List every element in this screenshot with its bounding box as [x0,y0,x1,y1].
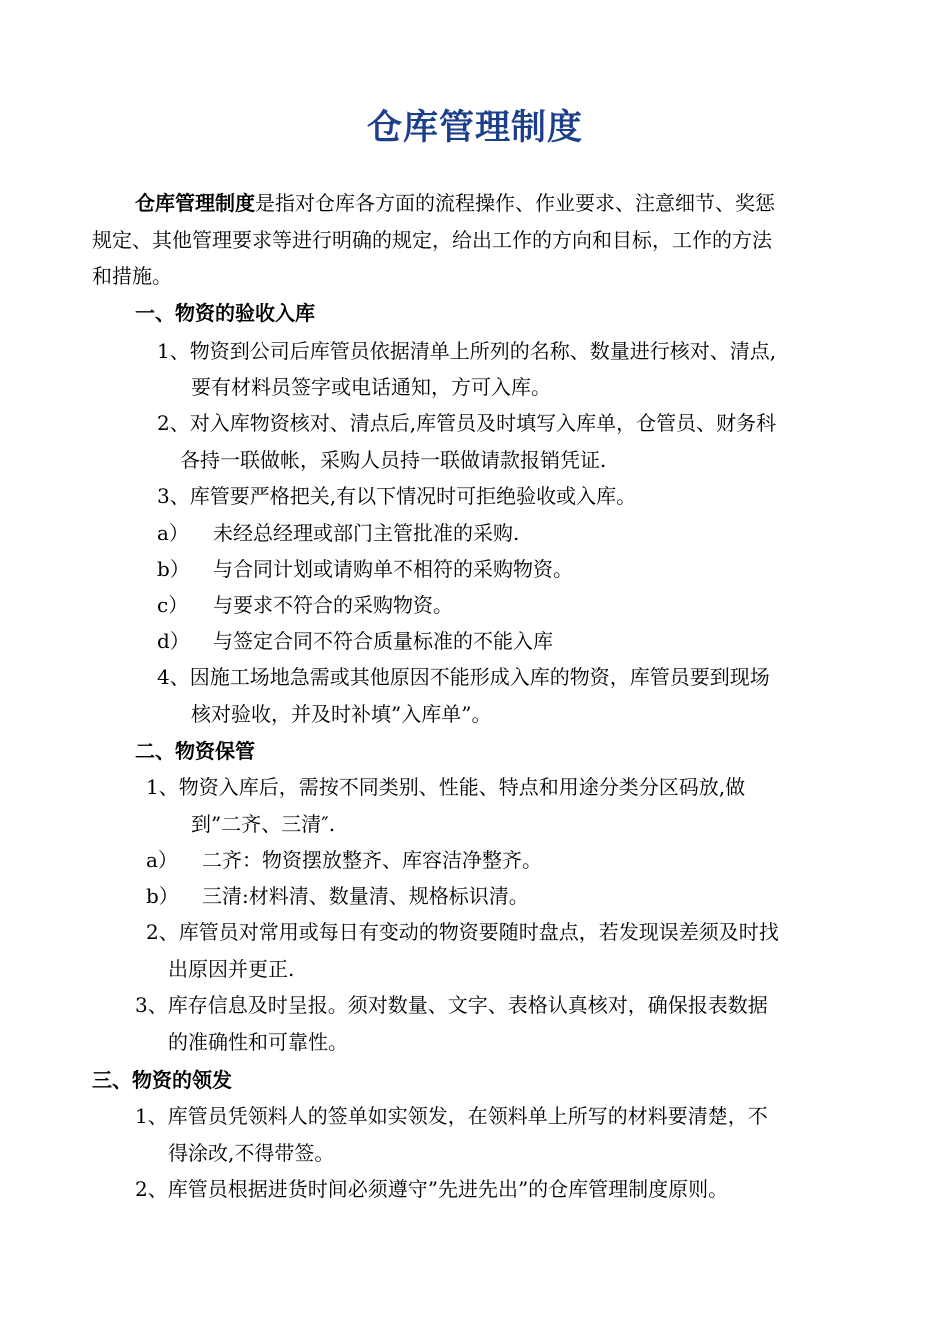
s1-sub-a-text: 未经总经理或部门主管批准的采购. [213,521,520,545]
list-marker: d） [157,629,190,653]
s1-sub-c [157,591,453,619]
s2-sub-a-text: 二齐：物资摆放整齐、库容洁净整齐。 [202,848,542,872]
intro-line-1 [135,189,775,217]
s1-sub-b [157,555,573,583]
intro-line-2: 规定、其他管理要求等进行明确的规定，给出工作的方向和目标，工作的方法 [92,228,772,252]
s1-sub-d-text: 与签定合同不符合质量标准的不能入库 [213,629,553,653]
s2-item-1-line-2: 到”二齐、三清″. [191,812,336,836]
s2-sub-a [146,846,542,874]
s1-sub-a [157,519,519,547]
s1-item-3: 3、库管要严格把关,有以下情况时可拒绝验收或入库。 [157,484,637,508]
intro-line-3: 和措施。 [92,264,172,288]
s1-item-1-line-1: 1、物资到公司后库管员依据清单上所列的名称、数量进行核对、清点, [157,339,777,363]
list-marker: a） [146,848,178,872]
s2-item-2-line-1: 2、库管员对常用或每日有变动的物资要随时盘点，若发现误差须及时找 [146,920,779,944]
list-marker: b） [146,884,179,908]
s1-item-4-line-2: 核对验收，并及时补填”入库单”。 [191,702,492,726]
s2-item-3-line-1: 3、库存信息及时呈报。须对数量、文字、表格认真核对，确保报表数据 [135,993,768,1017]
s1-sub-b-text: 与合同计划或请购单不相符的采购物资。 [213,557,573,581]
section-2-heading: 二、物资保管 [135,739,255,763]
s2-item-3-line-2: 的准确性和可靠性。 [168,1030,348,1054]
list-marker: b） [157,557,190,581]
section-3-heading: 三、物资的领发 [92,1068,232,1092]
s2-item-1-line-1: 1、物资入库后，需按不同类别、性能、特点和用途分类分区码放,做 [146,775,746,799]
s1-item-2-line-1: 2、对入库物资核对、清点后,库管员及时填写入库单，仓管员、财务科 [157,411,777,435]
s3-item-1-line-2: 得涂改,不得带签。 [168,1141,335,1165]
s1-sub-c-text: 与要求不符合的采购物资。 [213,593,453,617]
s1-item-2-line-2: 各持一联做帐，采购人员持一联做请款报销凭证. [180,448,607,472]
s1-sub-d [157,627,553,655]
s2-item-2-line-2: 出原因并更正. [168,957,295,981]
s2-sub-b [146,882,529,910]
document-title: 仓库管理制度 [366,108,583,148]
intro-term: 仓库管理制度 [135,191,255,215]
s1-item-4-line-1: 4、因施工场地急需或其他原因不能形成入库的物资，库管员要到现场 [157,665,770,689]
list-marker: a） [157,521,189,545]
s3-item-2: 2、库管员根据进货时间必须遵守”先进先出”的仓库管理制度原则。 [135,1177,729,1201]
section-1-heading: 一、物资的验收入库 [135,301,315,325]
s2-sub-b-text: 三清:材料清、数量清、规格标识清。 [202,884,529,908]
s3-item-1-line-1: 1、库管员凭领料人的签单如实领发，在领料单上所写的材料要清楚，不 [135,1104,768,1128]
list-marker: c） [157,593,189,617]
s1-item-1-line-2: 要有材料员签字或电话通知，方可入库。 [191,375,551,399]
intro-line-1-text: 是指对仓库各方面的流程操作、作业要求、注意细节、奖惩 [255,191,775,215]
